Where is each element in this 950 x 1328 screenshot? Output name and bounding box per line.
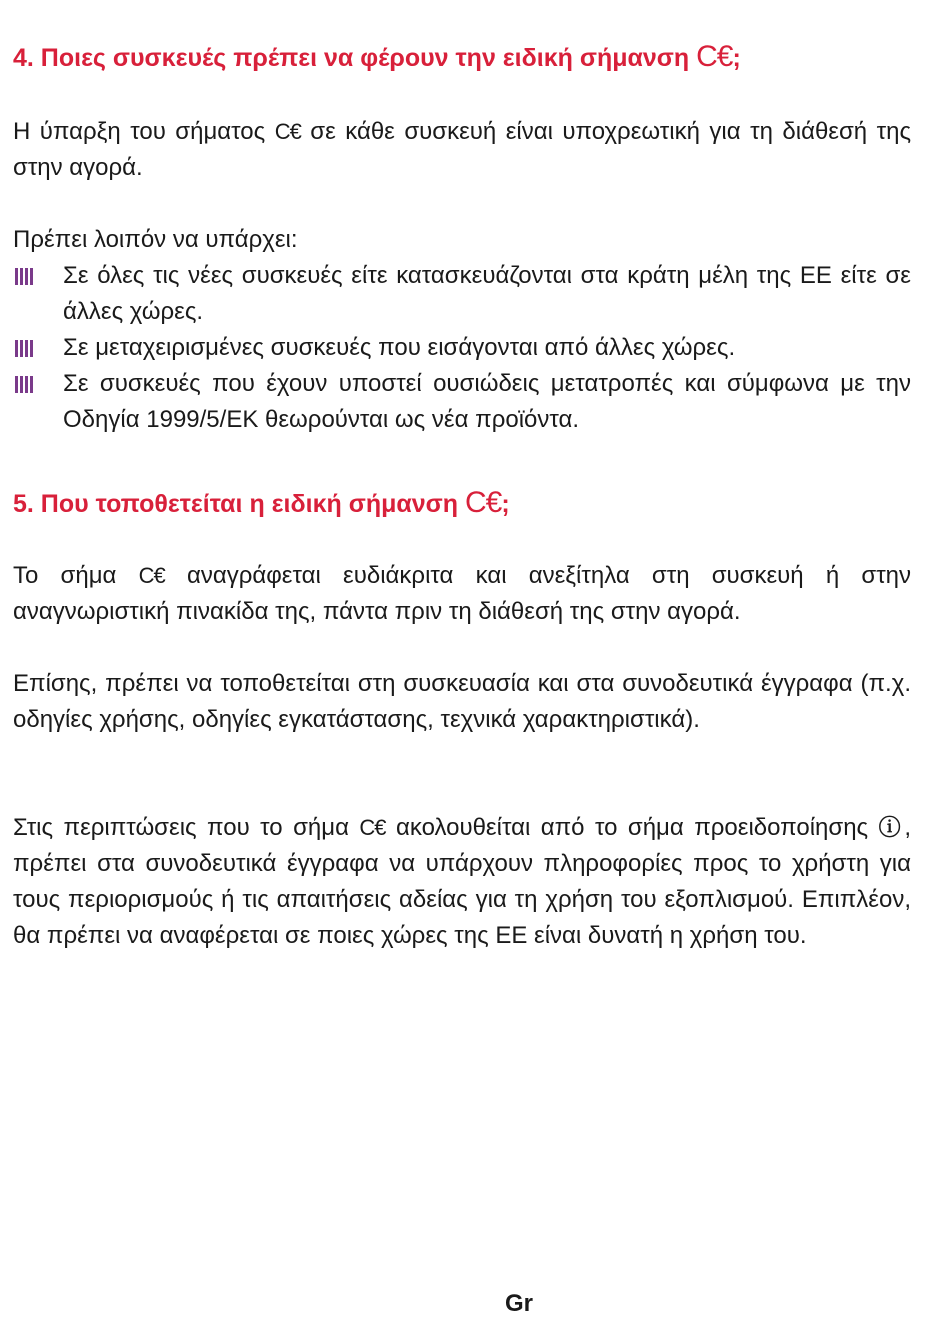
section-5-heading [13, 488, 913, 519]
ce-mark-icon: C€ [138, 563, 165, 588]
text-segment: Η ύπαρξη του σήματος [13, 118, 266, 145]
section-4-paragraph-1 [13, 114, 911, 186]
ce-mark-icon: C€ [465, 486, 502, 519]
text-segment: , πρέπει στα συνοδευτικά έγγραφα να υπάρχουν πληροφορίες προς το χρήστη για τους περιορισμούς ή τις απαιτήσεις αδείας για τη χρήση του εξοπλισμού. Επιπλέον, θα πρέπει να αναφέρεται σε ποιες χώρες της ΕΕ είναι δυνατή η χρήση του. [13, 814, 912, 949]
bullet-bars-icon [15, 376, 33, 393]
section-4-intro: Πρέπει λοιπόν να υπάρχει: [13, 226, 298, 253]
bullet-bars-icon [15, 268, 33, 285]
page-footer-language [0, 1290, 950, 1318]
section-4-heading-text: 4. Ποιες συσκευές πρέπει να φέρουν την ειδική σήμανση [13, 44, 690, 72]
list-item-text: Σε μεταχειρισμένες συσκευές που εισάγονται από άλλες χώρες. [63, 334, 736, 361]
section-5-paragraph-2: Επίσης, πρέπει να τοποθετείται στη συσκευασία και στα συνοδευτικά έγγραφα (π.χ. οδηγίες χρήσης, οδηγίες εγκατάστασης, τεχνικά χαρακτηριστικά). [13, 670, 911, 733]
text-segment: Το σήμα [13, 562, 117, 589]
list-item-text: Σε όλες τις νέες συσκευές είτε κατασκευάζονται στα κράτη μέλη της ΕΕ είτε σε άλλες χώρες. [63, 262, 911, 325]
ce-mark-icon: C€ [359, 815, 386, 840]
section-5-paragraph-3 [13, 810, 911, 954]
section-4-bullet-list [13, 258, 911, 438]
text-segment: ακολουθείται από το σήμα προειδοποίησης [396, 814, 869, 841]
warning-alert-icon: ⓘ [878, 815, 905, 840]
text-segment: αναγράφεται ευδιάκριτα και ανεξίτηλα στη συσκευή ή στην αναγνωριστική πινακίδα της, πάντα πριν τη διάθεσή της στην αγορά. [13, 562, 912, 625]
list-item [13, 366, 911, 438]
bullet-bars-icon [15, 340, 33, 357]
ce-mark-icon: C€ [274, 119, 301, 144]
document-page [13, 0, 913, 1328]
text-segment: Στις περιπτώσεις που το σήμα [13, 814, 349, 841]
ce-mark-icon: C€ [696, 40, 733, 73]
section-5-question-mark: ; [501, 490, 510, 518]
section-4-heading [13, 42, 913, 73]
text-segment: σε κάθε συσκευή είναι υποχρεωτική για τη διάθεσή της στην αγορά. [13, 118, 912, 181]
section-5-heading-text: 5. Που τοποθετείται η ειδική σήμανση [13, 490, 459, 518]
section-4-question-mark: ; [732, 44, 741, 72]
section-5-paragraph-1 [13, 558, 911, 630]
language-code: Gr [504, 1290, 533, 1317]
list-item [13, 258, 911, 330]
list-item-text: Σε συσκευές που έχουν υποστεί ουσιώδεις μετατροπές και σύμφωνα με την Οδηγία 1999/5/ΕΚ θεωρούνται ως νέα προϊόντα. [63, 370, 911, 433]
list-item [13, 330, 911, 366]
